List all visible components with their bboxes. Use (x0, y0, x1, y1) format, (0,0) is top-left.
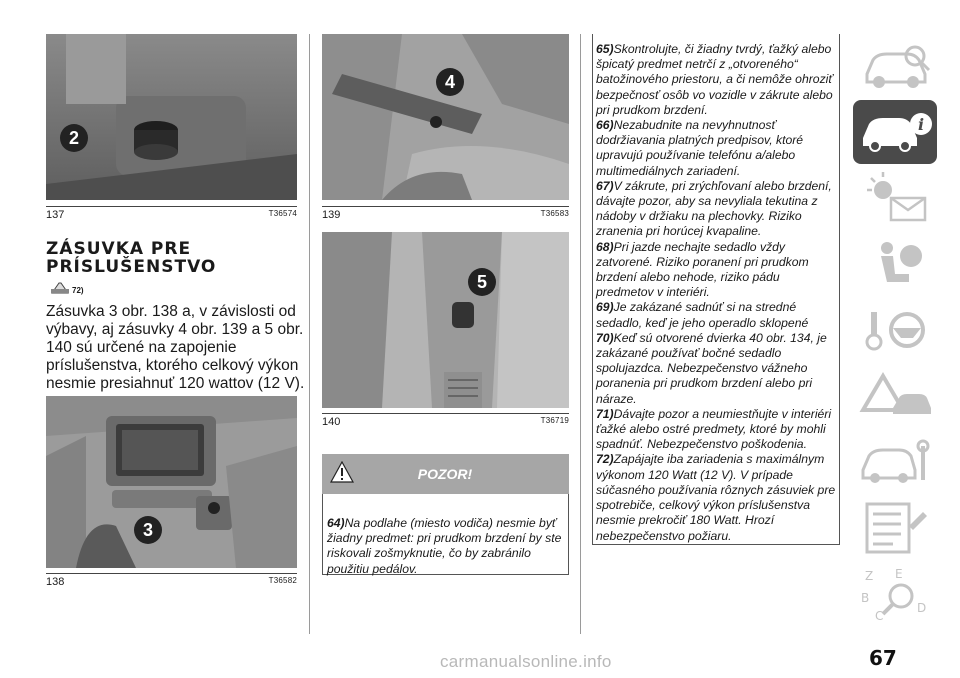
warning-item-64 (327, 516, 565, 577)
figure-140-photo (322, 232, 569, 408)
caution-ref-icon (50, 280, 70, 294)
warning-item-65 (596, 42, 836, 118)
warning-title: POZOR! (417, 466, 473, 482)
section-ref: 72) (72, 286, 84, 295)
checklist-icon (853, 496, 937, 560)
warning-item-68-num: 68) (596, 239, 614, 254)
sidebar-tab-car-info[interactable] (853, 100, 937, 164)
column-divider-2 (580, 34, 581, 634)
warning-item-67-num: 67) (596, 178, 614, 193)
warning-item-70-text: Keď sú otvorené dvierka 40 obr. 134, je zakázané používať bočné sedadlo spolujazdca. Nebezpečenstvo vážneho poranenia pri prudkom brzdení alebo pri náraze. (596, 330, 827, 406)
figure-140-number: 140 (322, 416, 341, 428)
section-body: Zásuvka 3 obr. 138 a, v závislosti od výbavy, aj zásuvky 4 obr. 139 a 5 obr. 140 sú určené na zapojenie príslušenstva, ktorého celkový výkon nesmie presiahnuť 120 wattov (12 V). (46, 303, 305, 392)
section-heading (46, 240, 306, 276)
warning-item-72 (596, 452, 836, 543)
figure-138-code: T36582 (268, 576, 297, 585)
warning-item-71 (596, 407, 836, 453)
alphabet-search-icon (853, 562, 937, 626)
sidebar-tab-safety[interactable] (853, 232, 937, 296)
airbag-seat-icon (853, 232, 937, 296)
warning-item-72-num: 72) (596, 452, 614, 467)
figure-137-caption (46, 206, 297, 221)
warning-triangle-car-icon (853, 364, 937, 428)
car-info-icon (853, 100, 937, 164)
watermark: carmanualsonline.info (440, 652, 612, 671)
figure-139-number: 139 (322, 209, 341, 221)
column-divider-1 (309, 34, 310, 634)
sidebar-tab-technical-data[interactable] (853, 496, 937, 560)
warning-item-71-text: Dávajte pozor a neumiestňujte v interiéri ťažké alebo ostré predmety, ktoré by mohli spadnúť. Nebezpečenstvo poškodenia. (596, 406, 832, 452)
figure-139-caption (322, 206, 569, 221)
warning-item-66 (596, 118, 836, 179)
figure-139-photo (322, 34, 569, 200)
callout-4 (436, 68, 464, 96)
svg-text:C: C (875, 609, 884, 623)
callout-3 (134, 516, 162, 544)
page-number: 67 (869, 646, 897, 670)
callout-2 (60, 124, 88, 152)
figure-137-photo (46, 34, 297, 200)
figure-137-number: 137 (46, 209, 65, 221)
warning-item-68-text: Pri jazde nechajte sedadlo vždy zatvorené. Riziko poranení pri prudkom brzdení alebo nehode, riziko pádu predmetov v interiéri. (596, 239, 809, 300)
sidebar-tab-car-overview[interactable] (853, 34, 937, 98)
svg-text:Z: Z (865, 569, 874, 583)
warning-item-64-text: Na podlahe (miesto vodiča) nesmie byť žiadny predmet: pri prudkom brzdení by ste riskovali zošmyknutie, čo by zabránilo použitiu pedálov. (327, 516, 562, 576)
svg-text:E: E (895, 567, 903, 581)
warning-body (322, 494, 569, 575)
warning-item-67 (596, 179, 836, 240)
warning-continued-list (596, 42, 836, 544)
warning-item-69-text: Je zakázané sadnúť si na stredné sedadlo, keď je jeho operadlo sklopené (596, 300, 809, 330)
warning-item-67-text: V zákrute, pri zrýchľovaní alebo brzdení, dávajte pozor, aby sa nevyliala tekutina z nádoby v držiaku na plechovky. Riziko zranenia pri horúcej kvapaline. (596, 178, 832, 239)
figure-138-number: 138 (46, 576, 65, 588)
svg-text:B: B (861, 591, 870, 605)
warning-item-70 (596, 331, 836, 407)
sidebar-tab-emergency[interactable] (853, 364, 937, 428)
warning-item-64-num: 64) (327, 516, 345, 530)
figure-138-photo (46, 396, 297, 568)
warning-item-66-text: Nezabudnite na nevyhnutnosť dodržiavania platných predpisov, ktoré upravujú používanie telefónu a/alebo multimediálnych zariadení. (596, 118, 804, 178)
warning-item-65-num: 65) (596, 42, 614, 56)
sidebar-tab-starting-driving[interactable] (853, 298, 937, 362)
sidebar-tab-lights-messages[interactable] (853, 166, 937, 230)
car-wrench-icon (853, 430, 937, 494)
warning-light-envelope-icon (853, 166, 937, 230)
sidebar-tab-maintenance[interactable] (853, 430, 937, 494)
warning-item-70-num: 70) (596, 330, 614, 345)
warning-item-72-text: Zapájajte iba zariadenia s maximálnym výkonom 120 Watt (12 V). V prípade súčasného používania rôznych zásuviek pre spotrebiče, celkový výkon príslušenstva nesmie prekročiť 180 Watt. Hrozí nebezpečenstvo požiaru. (596, 452, 836, 543)
warning-item-68 (596, 240, 836, 301)
callout-2-label: 2 (68, 128, 79, 148)
key-steering-wheel-icon (853, 298, 937, 362)
callout-5-label: 5 (476, 272, 487, 292)
warning-item-69-num: 69) (596, 300, 614, 315)
warning-item-65-text: Skontrolujte, či žiadny tvrdý, ťažký alebo špicatý predmet netrčí z „otvoreného“ batožinového priestoru, a či nemôže ohroziť bezpečnosť osôb vo vozidle v zákrute alebo pri prudkom brzdení. (596, 42, 833, 117)
svg-text:D: D (917, 601, 927, 615)
warning-item-71-num: 71) (596, 406, 614, 421)
warning-item-66-num: 66) (596, 118, 614, 133)
section-heading-line2: PRÍSLUŠENSTVO (46, 257, 217, 277)
figure-140-code: T36719 (540, 416, 569, 425)
warning-continued-box (592, 34, 840, 545)
figure-138-caption (46, 573, 297, 588)
figure-137-code: T36574 (268, 209, 297, 218)
figure-139-code: T36583 (540, 209, 569, 218)
callout-5 (468, 268, 496, 296)
sidebar-tab-index[interactable] (853, 562, 937, 626)
svg-text:i: i (917, 115, 925, 134)
callout-4-label: 4 (444, 72, 455, 92)
callout-3-label: 3 (142, 520, 153, 540)
warning-item-69 (596, 300, 836, 330)
car-side-icon (853, 34, 937, 98)
section-heading-line1: ZÁSUVKA PRE (46, 239, 192, 259)
figure-140-caption (322, 413, 569, 428)
